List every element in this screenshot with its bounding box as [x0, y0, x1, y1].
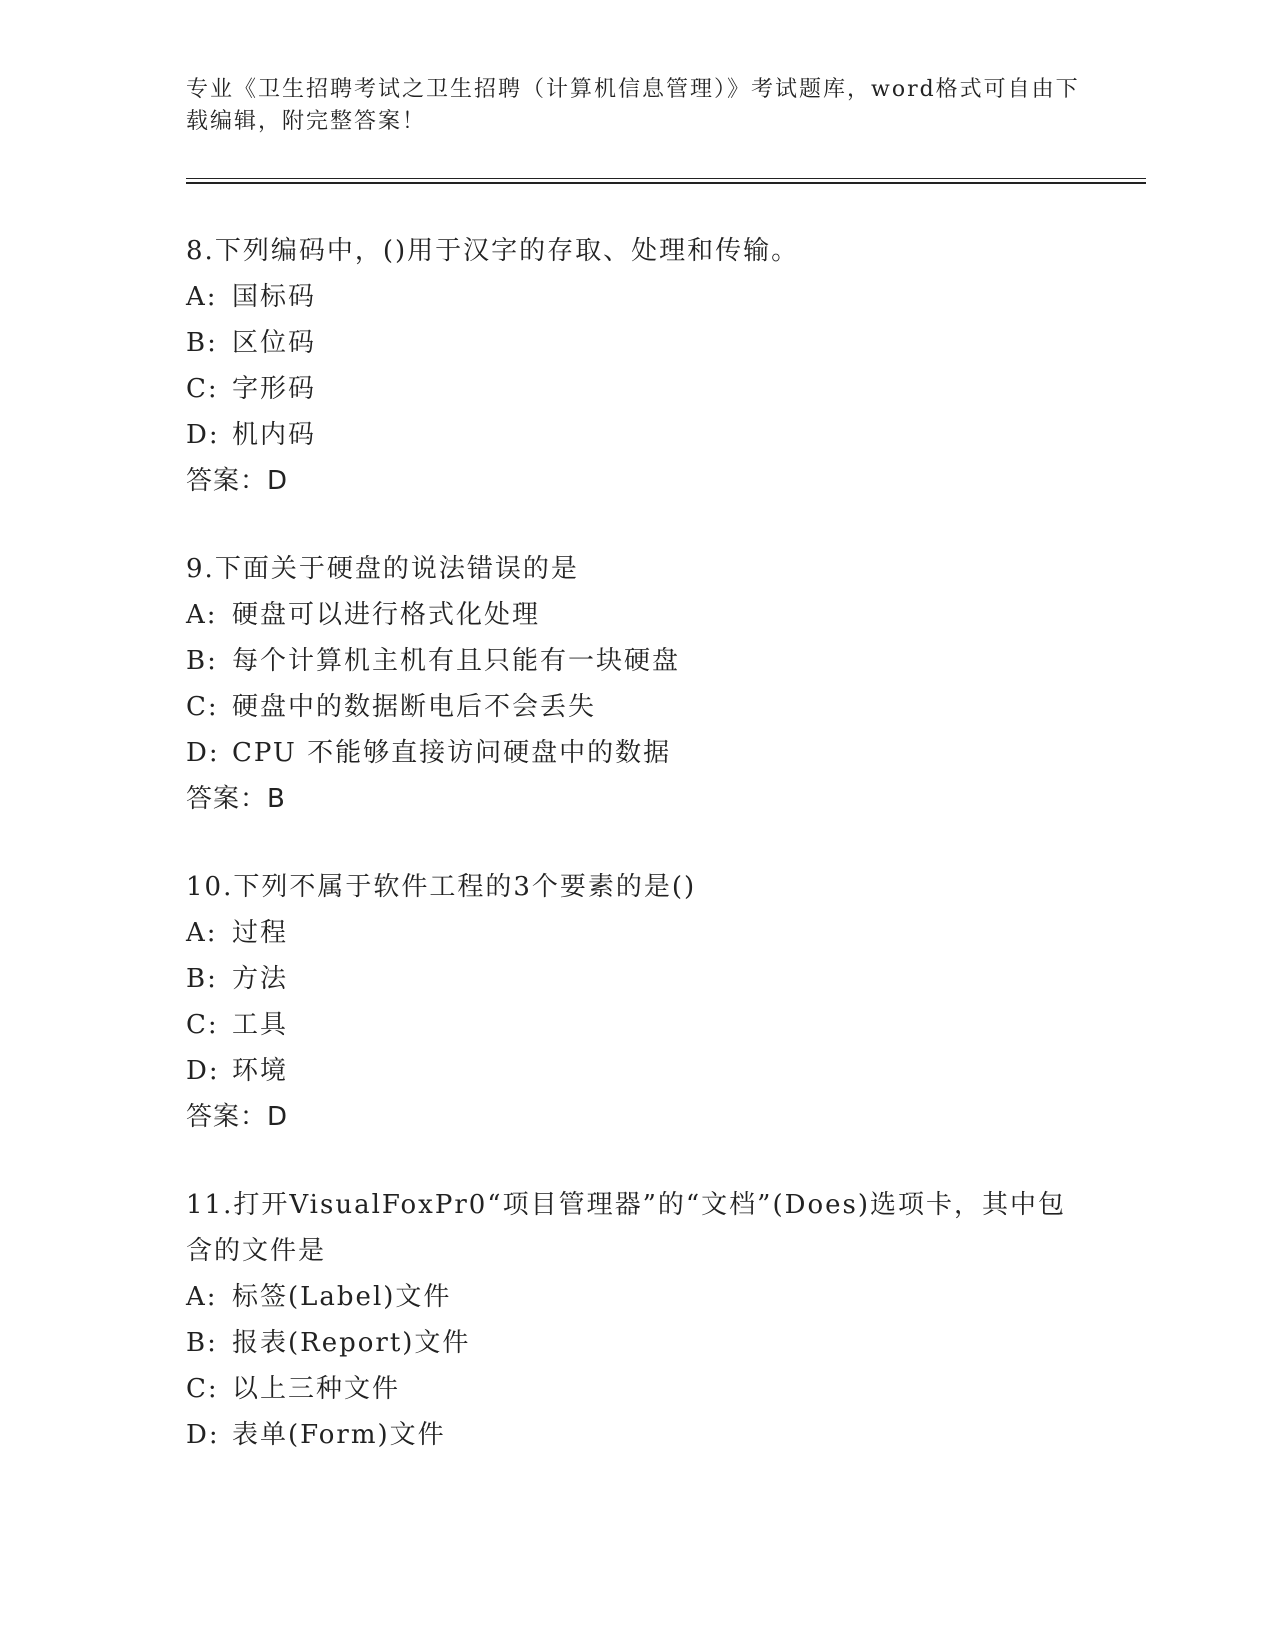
option-text: 国标码	[232, 282, 317, 312]
option-c	[186, 1002, 1086, 1048]
answer-line	[186, 776, 1086, 822]
answer-label: 答案：	[186, 784, 268, 814]
option-letter: A:	[186, 918, 218, 948]
option-b	[186, 1320, 1086, 1366]
option-c	[186, 366, 1086, 412]
option-text: 硬盘中的数据断电后不会丢失	[232, 692, 597, 722]
option-text: 标签(Label)文件	[232, 1282, 452, 1312]
answer-label: 答案：	[186, 466, 268, 496]
question-stem	[186, 1182, 1086, 1274]
question-stem	[186, 864, 1086, 910]
document-header: 专业《卫生招聘考试之卫生招聘（计算机信息管理）》考试题库，word格式可自由下载编辑，附完整答案！	[186, 77, 1080, 134]
answer-value: D	[267, 466, 288, 496]
header-divider-thick	[186, 182, 1146, 184]
option-letter: D:	[186, 1056, 220, 1086]
option-b	[186, 956, 1086, 1002]
answer-value: D	[267, 1102, 288, 1132]
option-letter: B:	[186, 646, 218, 676]
option-a	[186, 910, 1086, 956]
question-number: 8.	[186, 236, 215, 266]
question-9	[186, 546, 1086, 822]
option-letter: C:	[186, 692, 219, 722]
option-a	[186, 1274, 1086, 1320]
answer-label: 答案：	[186, 1102, 268, 1132]
option-letter: B:	[186, 964, 218, 994]
option-text: 方法	[232, 964, 289, 994]
option-text: 硬盘可以进行格式化处理	[232, 600, 541, 630]
option-letter: B:	[186, 1328, 218, 1358]
option-letter: A:	[186, 1282, 218, 1312]
answer-value: B	[267, 784, 285, 814]
option-a	[186, 592, 1086, 638]
option-letter: A:	[186, 600, 218, 630]
option-letter: C:	[186, 374, 219, 404]
option-text: 工具	[232, 1010, 289, 1040]
question-text: 打开VisualFoxPr0“项目管理器”的“文档”(Does)选项卡，其中包含的文件是	[186, 1190, 1066, 1266]
option-letter: D:	[186, 1420, 220, 1450]
option-text: 区位码	[232, 328, 317, 358]
question-number: 10.	[186, 872, 234, 902]
option-text: 过程	[232, 918, 289, 948]
option-letter: B:	[186, 328, 218, 358]
question-stem	[186, 228, 1086, 274]
option-d	[186, 1412, 1086, 1458]
header-divider-thin	[186, 178, 1146, 179]
question-text: 下列编码中，()用于汉字的存取、处理和传输。	[214, 236, 800, 266]
option-a	[186, 274, 1086, 320]
option-text: 表单(Form)文件	[232, 1420, 446, 1450]
option-text: 以上三种文件	[232, 1374, 401, 1404]
question-stem	[186, 546, 1086, 592]
option-c	[186, 684, 1086, 730]
option-text: 字形码	[232, 374, 317, 404]
option-d	[186, 1048, 1086, 1094]
option-letter: D:	[186, 420, 220, 450]
question-text: 下列不属于软件工程的3个要素的是()	[233, 872, 697, 902]
option-b	[186, 638, 1086, 684]
question-8	[186, 228, 1086, 504]
question-number: 11.	[186, 1190, 234, 1220]
option-text: 每个计算机主机有且只能有一块硬盘	[232, 646, 681, 676]
option-b	[186, 320, 1086, 366]
option-text: 报表(Report)文件	[232, 1328, 471, 1358]
question-10	[186, 864, 1086, 1140]
option-letter: C:	[186, 1374, 219, 1404]
question-number: 9.	[186, 554, 215, 584]
option-d	[186, 412, 1086, 458]
question-11	[186, 1182, 1086, 1458]
answer-line	[186, 458, 1086, 504]
option-letter: A:	[186, 282, 218, 312]
option-letter: C:	[186, 1010, 219, 1040]
option-text: 机内码	[232, 420, 317, 450]
answer-line	[186, 1094, 1086, 1140]
option-c	[186, 1366, 1086, 1412]
option-d	[186, 730, 1086, 776]
option-text: 环境	[232, 1056, 289, 1086]
question-text: 下面关于硬盘的说法错误的是	[214, 554, 579, 584]
option-letter: D:	[186, 738, 220, 768]
option-text: CPU 不能够直接访问硬盘中的数据	[232, 738, 672, 768]
